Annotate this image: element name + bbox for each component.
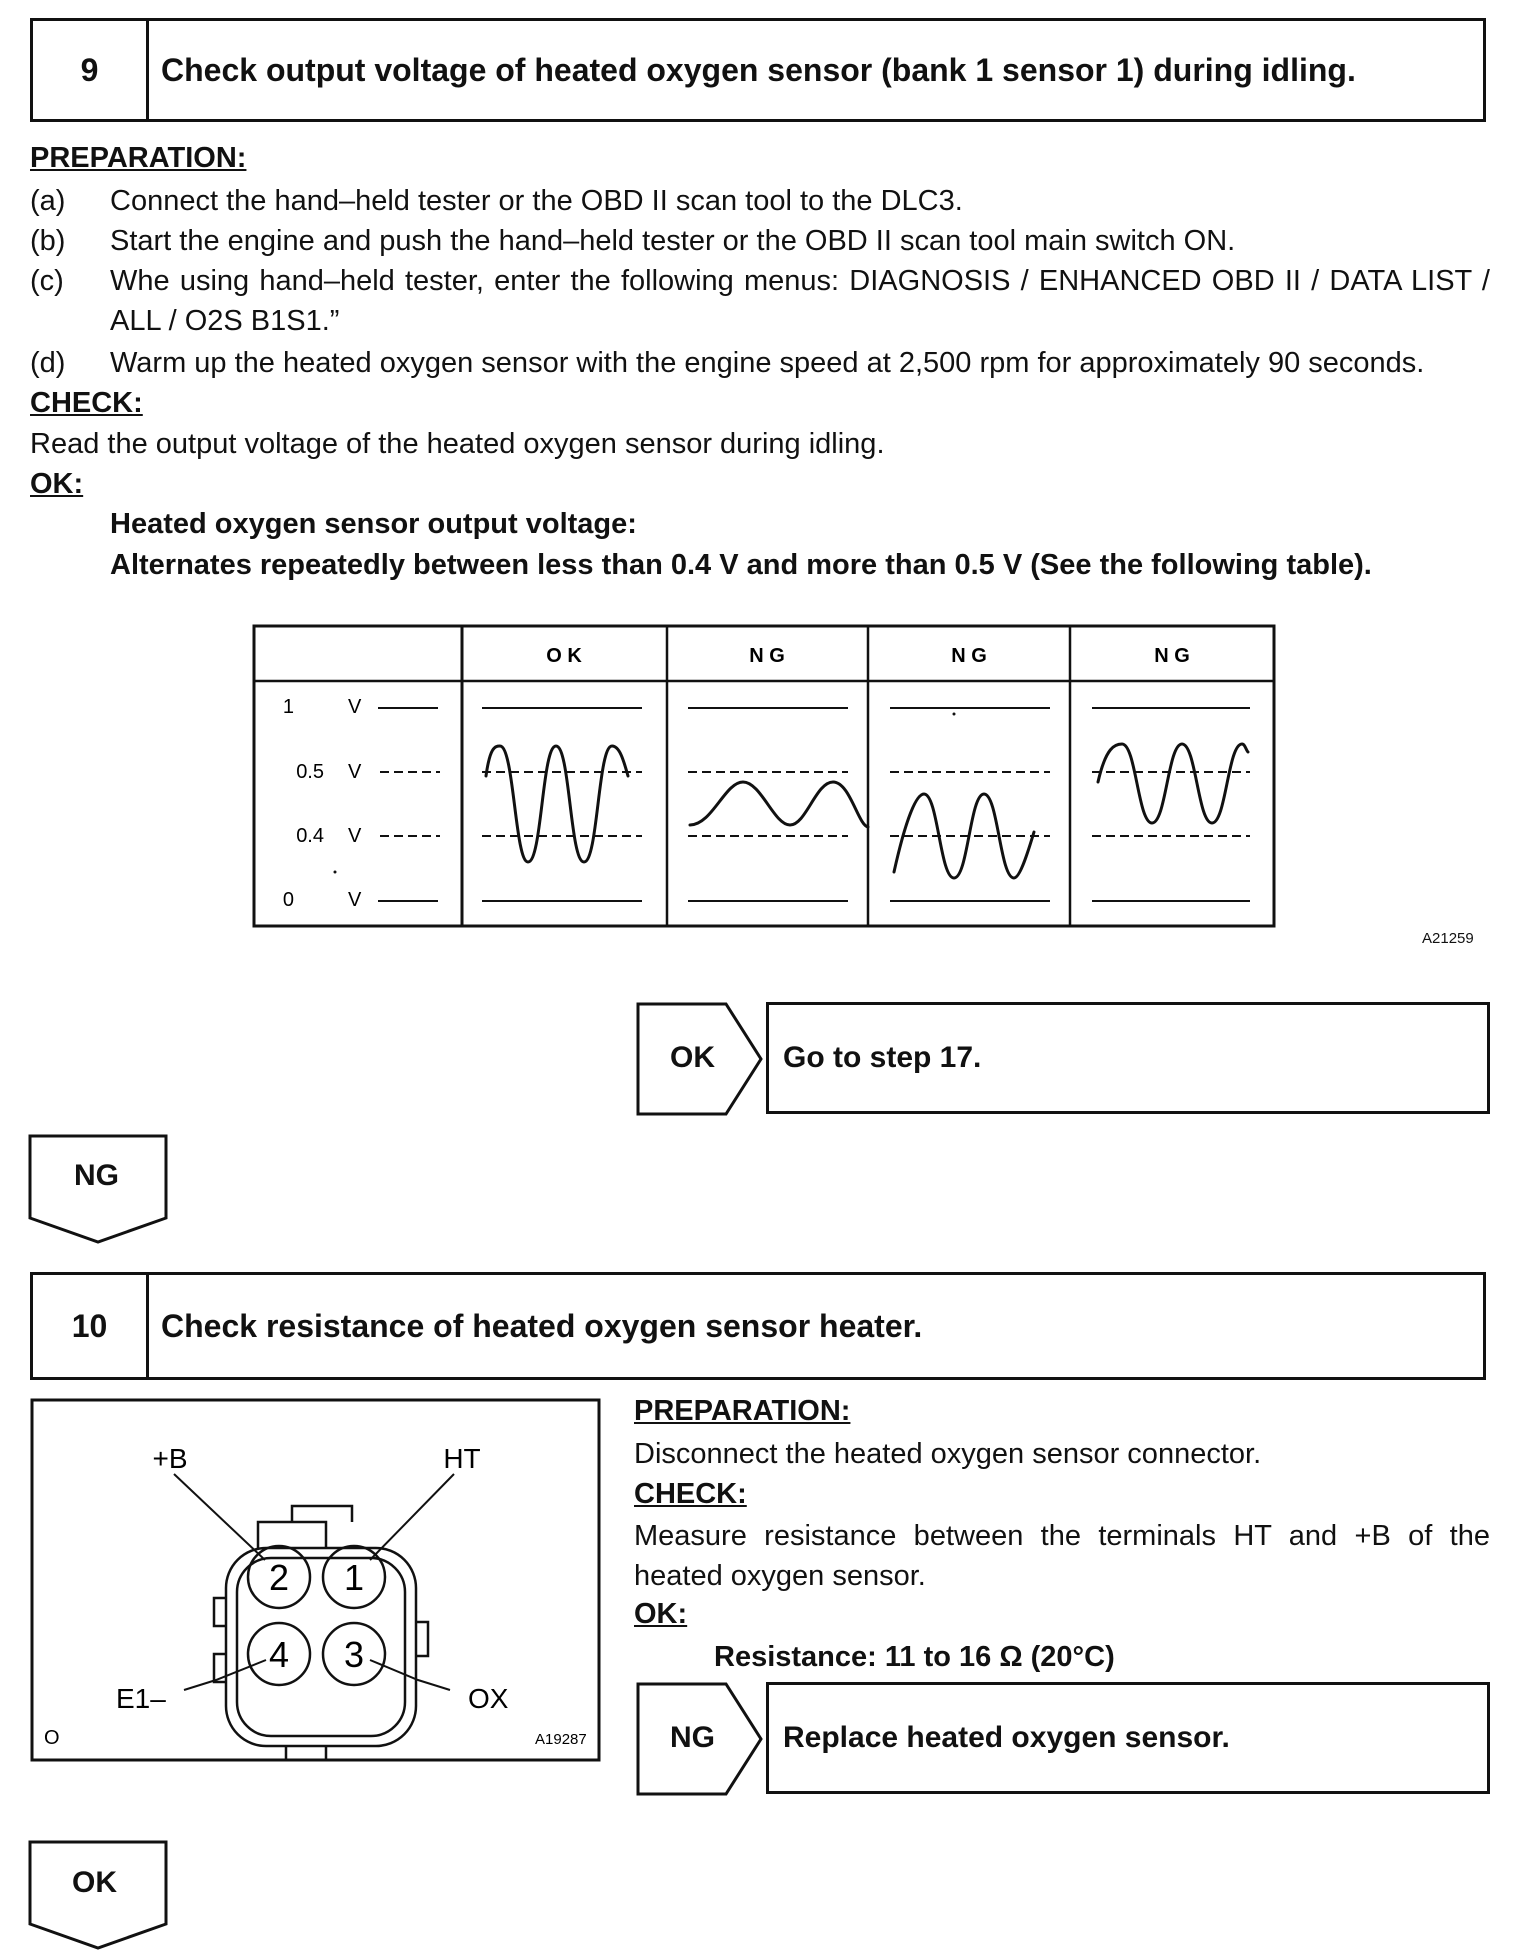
resistance-spec: Resistance: 11 to 16 Ω (20°C) [714,1641,1115,1673]
pin-1-label: 1 [343,1557,365,1598]
step-10-header [30,1272,1486,1380]
volt-label-0-5: 0.5 [296,761,324,783]
ng-tag-label: NG [670,1721,715,1754]
preparation-heading: PREPARATION: [30,142,247,174]
pin-3-label: 3 [343,1634,365,1675]
step-title: Check output voltage of heated oxygen sensor (bank 1 sensor 1) during idling. [161,51,1356,88]
volt-label-0: 0 [282,889,294,911]
prep-item-a [30,181,1490,221]
volt-label-1: 1 [282,696,294,718]
terminal-label-ox: OX [468,1683,509,1714]
item-label: (d) [30,347,66,379]
replace-sensor-box: Replace heated oxygen sensor. [766,1682,1490,1794]
ok-waveform [486,746,628,862]
column-header-ng: N G [1154,645,1190,667]
check-text-line1: Measure resistance between the terminals HT and +B of the [634,1520,1490,1552]
volt-unit: V [348,761,362,783]
ng-waveform-above-range [1098,744,1248,823]
prep-item-d [30,343,1490,383]
prep-item-b [30,221,1490,261]
pin-4-label: 4 [268,1634,290,1675]
volt-label-0-4: 0.4 [296,825,324,847]
ok-arrow-label: OK [72,1866,117,1899]
step-9-header [30,18,1486,122]
prep-item-c [30,261,1490,341]
column-header-ok: O K [546,645,582,667]
preparation-heading: PREPARATION: [634,1395,851,1427]
item-label: (a) [30,185,66,217]
connector-housing [214,1506,428,1760]
item-text: Start the engine and push the hand–held tester or the OBD II scan tool main switch ON. [110,225,1236,257]
step-number: 10 [33,1275,149,1377]
go-to-step-17-box: Go to step 17. [766,1002,1490,1114]
column-header-ng: N G [951,645,987,667]
ok-heading: OK: [634,1598,688,1630]
ok-heading: OK: [30,468,84,500]
column-header-ng: N G [749,645,785,667]
check-text: Read the output voltage of the heated oxygen sensor during idling. [30,428,885,460]
volt-unit: V [348,696,362,718]
item-text: Whe using hand–held tester, enter the following menus: DIAGNOSIS / ENHANCED OBD II / DATA LIST / ALL / O2S B1S1.” [110,265,1490,337]
ok-spec-line1: Heated oxygen sensor output voltage: [110,508,637,540]
ng-waveform-low [690,782,868,827]
item-text: Warm up the heated oxygen sensor with the engine speed at 2,500 rpm for approximately 90 seconds. [110,347,1425,379]
ng-arrow-label: NG [74,1159,119,1192]
item-text: Connect the hand–held tester or the OBD II scan tool to the DLC3. [110,185,963,217]
terminal-label-ht: HT [443,1443,481,1474]
figure-id: A21259 [1422,930,1474,947]
volt-unit: V [348,825,362,847]
figure-id: A19287 [535,1731,587,1748]
voltage-waveform-table [250,622,1280,937]
preparation-text: Disconnect the heated oxygen sensor connector. [634,1438,1262,1470]
corner-mark: O [44,1727,60,1749]
pin-2-label: 2 [268,1557,290,1598]
step-title: Check resistance of heated oxygen sensor heater. [161,1307,923,1344]
step-number: 9 [33,21,149,119]
item-label: (c) [30,265,64,297]
check-heading: CHECK: [634,1478,747,1510]
ok-tag-label: OK [670,1041,715,1074]
ok-spec-line2: Alternates repeatedly between less than 0.4 V and more than 0.5 V (See the following table). [110,549,1372,581]
terminal-label-pb: +B [152,1443,188,1474]
check-heading: CHECK: [30,387,143,419]
volt-unit: V [348,889,362,911]
check-text-line2: heated oxygen sensor. [634,1560,926,1592]
item-label: (b) [30,225,66,257]
connector-diagram [30,1398,602,1764]
terminal-label-e1: E1– [116,1683,166,1714]
